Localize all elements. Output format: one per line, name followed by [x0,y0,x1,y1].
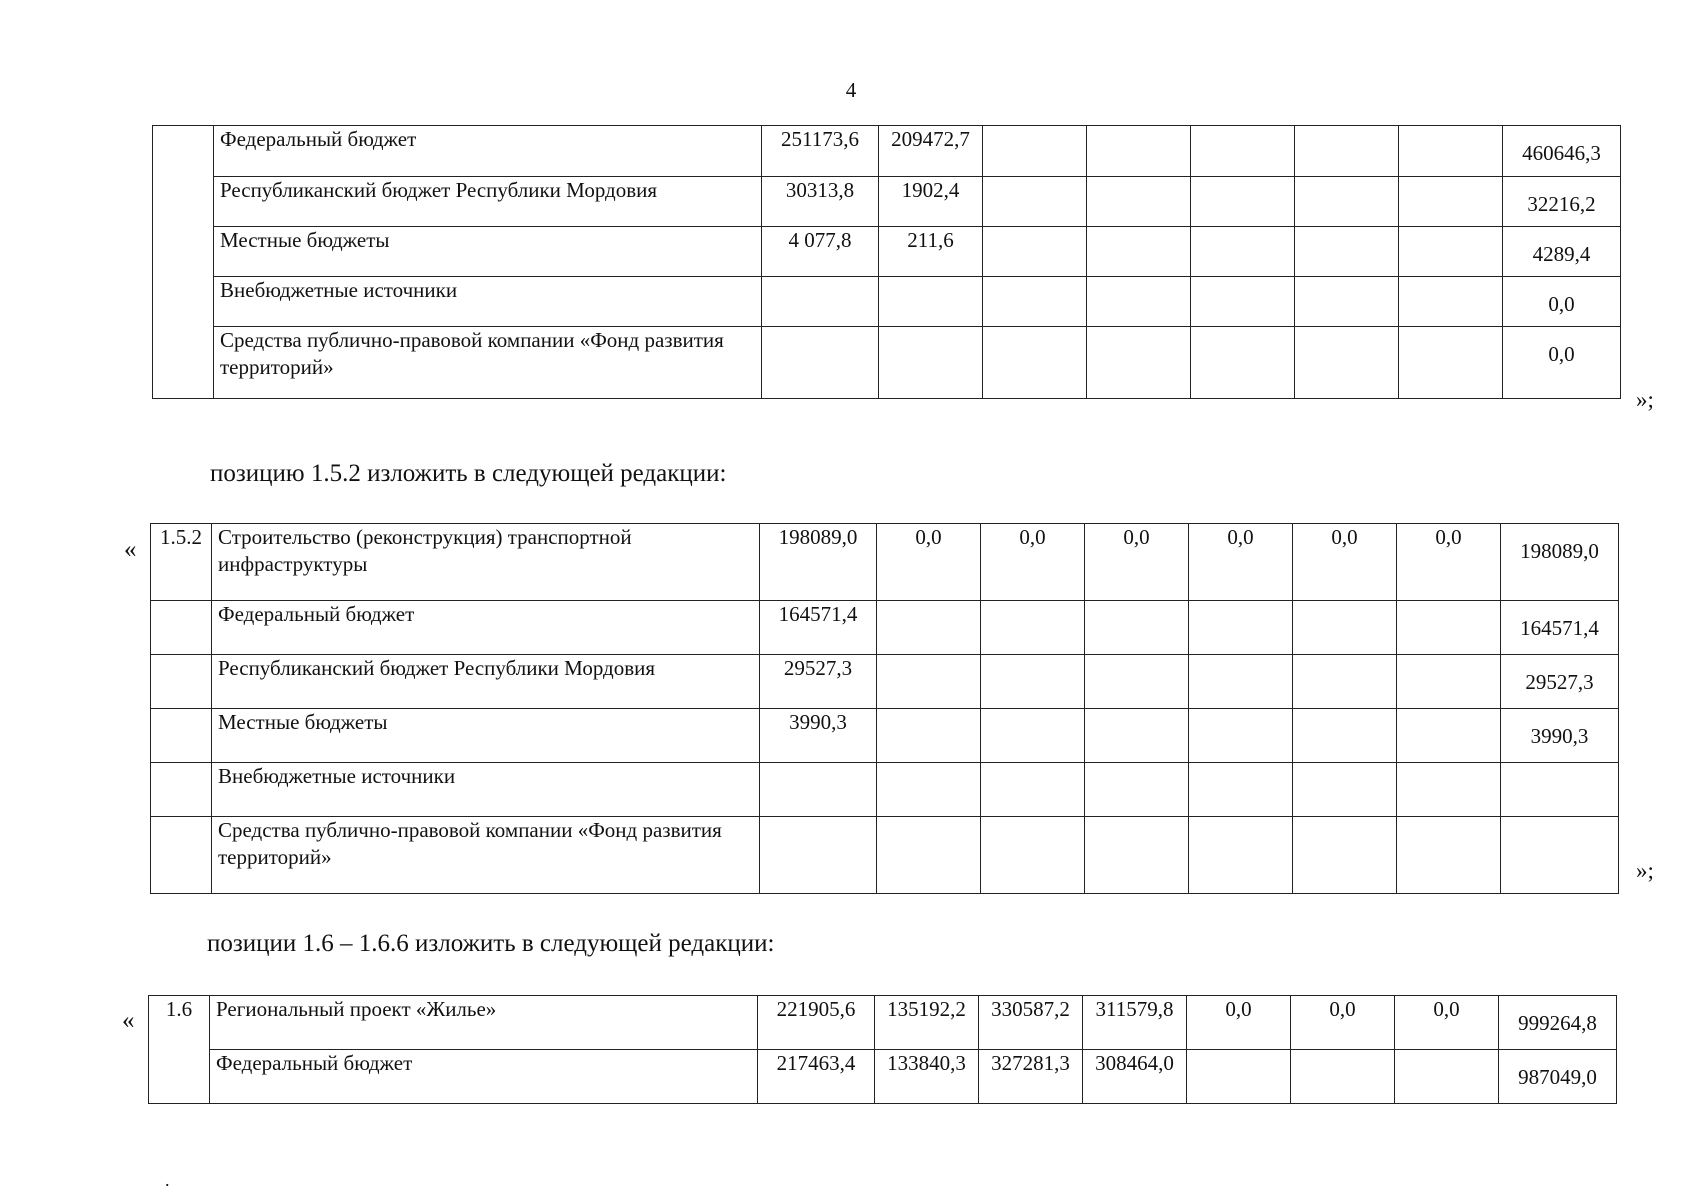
table-row [149,996,1617,1050]
value-cell [1295,177,1399,227]
value-cell [1087,126,1191,177]
budget-table-1-5-2 [150,523,1619,894]
value-cell [1395,1050,1499,1104]
row-name: Средства публично-правовой компании «Фонд развития территорий» [212,817,760,894]
value-cell [983,126,1087,177]
value-cell: 211,6 [879,227,983,277]
row-name: Региональный проект «Жилье» [210,996,758,1050]
value-cell [1295,327,1399,399]
value-cell: 0,0 [1293,524,1397,601]
code-cell: 1.5.2 [151,524,212,601]
value-cell [877,655,981,709]
budget-table-1-6 [148,995,1617,1104]
value-cell [879,277,983,327]
value-cell [1295,126,1399,177]
table-row [149,1050,1617,1104]
total-cell: 198089,0 [1501,524,1619,601]
value-cell [1397,763,1501,817]
value-cell [1189,709,1293,763]
table-row [151,709,1619,763]
value-cell [1295,277,1399,327]
row-name: Федеральный бюджет [210,1050,758,1104]
table-row [153,227,1621,277]
row-name: Федеральный бюджет [214,126,762,177]
row-name: Внебюджетные источники [212,763,760,817]
value-cell [1087,277,1191,327]
value-cell [1191,227,1295,277]
total-cell: 32216,2 [1503,177,1621,227]
code-cell [151,601,212,655]
value-cell [1399,126,1503,177]
value-cell [1399,177,1503,227]
value-cell [981,817,1085,894]
value-cell [1397,655,1501,709]
value-cell [762,327,879,399]
table-row [151,655,1619,709]
row-name: Республиканский бюджет Республики Мордовия [212,655,760,709]
opening-quote-mark: « [124,536,137,563]
value-cell [877,709,981,763]
value-cell: 221905,6 [758,996,875,1050]
value-cell [760,817,877,894]
total-cell [1501,763,1619,817]
value-cell [877,601,981,655]
value-cell: 198089,0 [760,524,877,601]
value-cell [1087,177,1191,227]
value-cell [981,601,1085,655]
table-row [151,817,1619,894]
value-cell [1189,655,1293,709]
value-cell: 0,0 [1397,524,1501,601]
value-cell [1291,1050,1395,1104]
table-row [153,277,1621,327]
code-cell [151,655,212,709]
value-cell [1187,1050,1291,1104]
value-cell [1191,177,1295,227]
table-row [153,327,1621,399]
value-cell [1295,227,1399,277]
row-name: Местные бюджеты [214,227,762,277]
value-cell: 3990,3 [760,709,877,763]
table-row [153,126,1621,177]
value-cell: 29527,3 [760,655,877,709]
row-name: Федеральный бюджет [212,601,760,655]
row-name: Средства публично-правовой компании «Фонд развития территорий» [214,327,762,399]
value-cell [762,277,879,327]
value-cell: 0,0 [981,524,1085,601]
total-cell: 0,0 [1503,277,1621,327]
value-cell [983,277,1087,327]
value-cell [1397,601,1501,655]
closing-quote-mark: »; [1636,858,1654,883]
value-cell: 135192,2 [875,996,979,1050]
table-row [151,601,1619,655]
value-cell [1191,277,1295,327]
value-cell [1397,817,1501,894]
total-cell: 4289,4 [1503,227,1621,277]
value-cell [1087,327,1191,399]
value-cell [1085,655,1189,709]
page-number: 4 [845,78,857,102]
value-cell [1293,709,1397,763]
heading-position-1-5-2: позицию 1.5.2 изложить в следующей редакции: [210,460,727,487]
value-cell [1085,709,1189,763]
value-cell [981,763,1085,817]
value-cell [1293,763,1397,817]
value-cell: 0,0 [877,524,981,601]
total-cell: 999264,8 [1499,996,1617,1050]
total-cell: 460646,3 [1503,126,1621,177]
value-cell: 30313,8 [762,177,879,227]
value-cell [1399,227,1503,277]
code-cell [153,126,214,399]
value-cell: 4 077,8 [762,227,879,277]
value-cell [1085,817,1189,894]
total-cell: 164571,4 [1501,601,1619,655]
value-cell: 0,0 [1085,524,1189,601]
value-cell [1293,817,1397,894]
opening-quote-mark: « [122,1007,135,1034]
value-cell: 209472,7 [879,126,983,177]
value-cell [983,327,1087,399]
code-cell [151,763,212,817]
table-row [151,763,1619,817]
value-cell [1399,327,1503,399]
value-cell: 0,0 [1291,996,1395,1050]
value-cell [1085,763,1189,817]
row-name: Внебюджетные источники [214,277,762,327]
value-cell: 327281,3 [979,1050,1083,1104]
value-cell: 311579,8 [1083,996,1187,1050]
value-cell: 330587,2 [979,996,1083,1050]
heading-positions-1-6: позиции 1.6 – 1.6.6 изложить в следующей редакции: [207,930,775,957]
table-row [153,177,1621,227]
value-cell [981,655,1085,709]
total-cell: 0,0 [1503,327,1621,399]
value-cell [879,327,983,399]
table-row [151,524,1619,601]
code-cell [151,817,212,894]
code-cell [151,709,212,763]
row-name: Местные бюджеты [212,709,760,763]
value-cell [760,763,877,817]
row-name: Строительство (реконструкция) транспортной инфраструктуры [212,524,760,601]
total-cell: 3990,3 [1501,709,1619,763]
value-cell: 133840,3 [875,1050,979,1104]
value-cell [1399,277,1503,327]
value-cell [1397,709,1501,763]
closing-quote-mark: »; [1636,387,1654,412]
value-cell [1189,817,1293,894]
value-cell [1085,601,1189,655]
value-cell: 251173,6 [762,126,879,177]
row-name: Республиканский бюджет Республики Мордовия [214,177,762,227]
value-cell: 0,0 [1187,996,1291,1050]
value-cell [877,817,981,894]
value-cell [1191,327,1295,399]
total-cell: 987049,0 [1499,1050,1617,1104]
value-cell: 217463,4 [758,1050,875,1104]
value-cell [1293,655,1397,709]
value-cell: 0,0 [1395,996,1499,1050]
value-cell [1293,601,1397,655]
total-cell [1501,817,1619,894]
value-cell [1189,763,1293,817]
budget-table-continued [152,125,1621,399]
value-cell: 308464,0 [1083,1050,1187,1104]
value-cell [981,709,1085,763]
value-cell [983,227,1087,277]
value-cell [1189,601,1293,655]
value-cell [1191,126,1295,177]
value-cell [983,177,1087,227]
value-cell [1087,227,1191,277]
total-cell: 29527,3 [1501,655,1619,709]
value-cell: 0,0 [1189,524,1293,601]
code-cell: 1.6 [149,996,210,1104]
value-cell: 1902,4 [879,177,983,227]
value-cell: 164571,4 [760,601,877,655]
stray-dot: . [165,1170,170,1190]
value-cell [877,763,981,817]
